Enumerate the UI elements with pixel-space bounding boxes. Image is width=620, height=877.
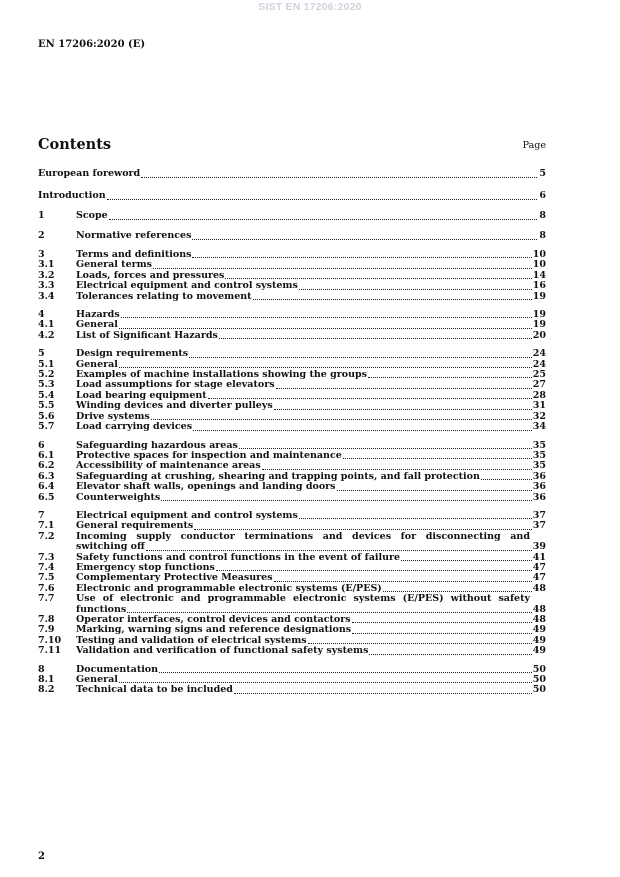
toc-entry-title: Incoming supply conductor terminations and devices for disconnecting and — [76, 530, 530, 542]
dot-leader — [274, 581, 532, 582]
toc-entry-page: 36 — [532, 470, 546, 482]
toc-entry-title: Safeguarding hazardous areas — [76, 439, 238, 451]
dot-leader — [216, 570, 532, 571]
toc-entry-number: 7.8 — [38, 614, 55, 625]
toc-entry-title: Introduction — [38, 190, 106, 201]
toc-entry[interactable] — [38, 210, 546, 222]
toc-entry-title: switching off — [76, 541, 145, 553]
page-number: 2 — [38, 851, 45, 862]
toc-entry-page: 27 — [532, 379, 546, 391]
dot-leader — [308, 643, 532, 644]
toc-entry-title: Examples of machine installations showing the groups — [76, 369, 368, 381]
toc-entry-title: Operator interfaces, control devices and contactors — [76, 614, 351, 625]
dot-leader — [225, 278, 531, 279]
dot-leader — [299, 289, 532, 290]
dot-leader — [192, 257, 531, 258]
toc-entry-title: Load bearing equipment — [76, 389, 207, 401]
toc-entry-number: 8 — [38, 663, 45, 675]
toc-entry-number: 6.1 — [38, 449, 55, 461]
dot-leader — [109, 219, 537, 220]
toc-entry-number: 5.4 — [38, 389, 55, 401]
toc-entry-page: 48 — [532, 603, 546, 615]
toc-entry-title: Drive systems — [76, 410, 150, 422]
toc-entry-number: 7.6 — [38, 582, 55, 594]
toc-entry-title: Elevator shaft walls, openings and landing doors — [76, 481, 336, 493]
table-of-contents — [38, 168, 546, 696]
toc-entry-title: General — [76, 319, 118, 331]
toc-entry[interactable] — [38, 168, 546, 180]
toc-entry-page: 37 — [532, 520, 546, 532]
toc-entry-number: 7.5 — [38, 572, 55, 584]
toc-entry-page: 24 — [532, 348, 546, 360]
toc-entry-number: 7 — [38, 509, 45, 521]
toc-entry-page: 16 — [532, 280, 546, 292]
dot-leader — [368, 377, 532, 378]
toc-entry-page: 35 — [532, 460, 546, 472]
toc-entry-page: 8 — [539, 230, 546, 241]
toc-entry-page: 24 — [532, 358, 546, 370]
dot-leader — [352, 633, 532, 634]
toc-entry-page: 50 — [532, 684, 546, 696]
watermark: SIST EN 17206:2020 — [258, 1, 362, 13]
contents-heading: Contents — [38, 136, 112, 153]
toc-entry-number: 3 — [38, 249, 45, 260]
toc-entry-title: List of Significant Hazards — [76, 329, 218, 341]
toc-entry-page: 32 — [532, 410, 546, 422]
toc-entry-title: Safeguarding at crushing, shearing and trapping points, and fall protection — [76, 470, 480, 482]
toc-entry-number: 6.5 — [38, 491, 55, 503]
toc-entry-number: 7.4 — [38, 561, 55, 573]
dot-leader — [127, 612, 531, 613]
toc-entry-page: 6 — [539, 190, 546, 201]
toc-entry-title: Design requirements — [76, 348, 189, 360]
dot-leader — [343, 458, 532, 459]
toc-entry-title: Electrical equipment and control systems — [76, 280, 298, 292]
dot-leader — [161, 500, 531, 501]
toc-entry-number: 7.2 — [38, 530, 55, 542]
dot-leader — [369, 654, 531, 655]
dot-leader — [219, 338, 532, 339]
toc-entry-title: Marking, warning signs and reference designations — [76, 624, 352, 636]
toc-entry-number: 5.3 — [38, 379, 55, 391]
toc-entry-page: 49 — [532, 634, 546, 646]
toc-entry[interactable] — [38, 422, 546, 432]
toc-entry-number: 4.2 — [38, 329, 55, 341]
toc-entry-title: General — [76, 358, 118, 370]
toc-entry-number: 1 — [38, 210, 45, 221]
toc-entry-number: 6.2 — [38, 460, 55, 472]
toc-entry-number: 3.3 — [38, 280, 55, 292]
dot-leader — [121, 317, 532, 318]
dot-leader — [107, 199, 537, 200]
dot-leader — [234, 693, 532, 694]
toc-entry-page: 39 — [532, 541, 546, 553]
toc-entry-title: Complementary Protective Measures — [76, 572, 273, 584]
toc-entry-page: 8 — [539, 210, 546, 221]
toc-entry-page: 50 — [532, 674, 546, 686]
toc-entry-page: 19 — [532, 290, 546, 302]
toc-entry-title: Testing and validation of electrical systems — [76, 634, 307, 646]
toc-entry-number: 3.1 — [38, 259, 55, 271]
toc-entry-title: General requirements — [76, 520, 194, 532]
dot-leader — [119, 682, 532, 683]
dot-leader — [146, 550, 532, 551]
dot-leader — [193, 430, 532, 431]
toc-entry-title: Load carrying devices — [76, 421, 193, 433]
toc-entry[interactable] — [38, 493, 546, 503]
toc-entry-number: 3.2 — [38, 269, 55, 281]
toc-entry-number: 6.3 — [38, 470, 55, 482]
toc-entry-title: Accessibility of maintenance areas — [76, 460, 261, 472]
toc-entry-number: 4 — [38, 309, 45, 321]
toc-entry-title: Documentation — [76, 663, 159, 675]
toc-entry-title: Technical data to be included — [76, 684, 233, 696]
dot-leader — [194, 529, 532, 530]
dot-leader — [253, 299, 532, 300]
document-id: EN 17206:2020 (E) — [38, 39, 146, 50]
toc-entry-number: 7.10 — [38, 634, 62, 646]
toc-entry-title: Use of electronic and programmable electronic systems (E/PES) without safety — [76, 593, 530, 605]
toc-entry-number: 5.1 — [38, 358, 55, 370]
dot-leader — [208, 398, 532, 399]
toc-entry-page: 49 — [532, 624, 546, 636]
toc-entry-page: 31 — [532, 400, 546, 412]
toc-entry-title: Safety functions and control functions in the event of failure — [76, 551, 401, 563]
dot-leader — [337, 490, 532, 491]
toc-entry-page: 36 — [532, 481, 546, 493]
toc-entry-page: 5 — [539, 168, 546, 179]
toc-entry-page: 50 — [532, 663, 546, 675]
dot-leader — [119, 328, 532, 329]
toc-entry[interactable] — [38, 190, 546, 202]
toc-entry-page: 20 — [532, 329, 546, 341]
toc-entry-title: Normative references — [76, 230, 192, 241]
toc-entry-page: 19 — [532, 319, 546, 331]
toc-entry-number: 4.1 — [38, 319, 55, 331]
dot-leader — [141, 177, 537, 178]
toc-entry-number: 3.4 — [38, 290, 55, 302]
toc-entry-number: 7.9 — [38, 624, 55, 636]
toc-entry[interactable] — [38, 230, 546, 242]
dot-leader — [383, 591, 532, 592]
toc-entry-title: Protective spaces for inspection and maintenance — [76, 449, 342, 461]
dot-leader — [481, 479, 532, 480]
toc-entry-page: 47 — [532, 561, 546, 573]
dot-leader — [153, 268, 532, 269]
toc-entry-title: Electrical equipment and control systems — [76, 509, 298, 521]
toc-entry-title: Terms and definitions — [76, 249, 192, 260]
toc-entry-title: Hazards — [76, 309, 120, 321]
page-column-label: Page — [522, 140, 546, 151]
toc-entry-number: 5.6 — [38, 410, 55, 422]
dot-leader — [192, 239, 537, 240]
dot-leader — [151, 419, 532, 420]
toc-entry-page: 10 — [532, 249, 546, 260]
toc-entry-title: Loads, forces and pressures — [76, 269, 225, 281]
toc-entry-page: 49 — [532, 645, 546, 657]
dot-leader — [189, 357, 532, 358]
toc-entry-title: Tolerances relating to movement — [76, 290, 252, 302]
toc-entry-page: 36 — [532, 491, 546, 503]
toc-entry-title: Counterweights — [76, 491, 161, 503]
toc-entry-continuation[interactable] — [38, 542, 546, 552]
dot-leader — [119, 367, 532, 368]
toc-entry-title: Winding devices and diverter pulleys — [76, 400, 273, 412]
toc-entry-number: 7.3 — [38, 551, 55, 563]
toc-entry-title: Scope — [76, 210, 108, 221]
toc-entry-number: 5.7 — [38, 421, 55, 433]
toc-entry-title: General terms — [76, 259, 153, 271]
toc-entry-page: 48 — [532, 582, 546, 594]
toc-entry[interactable] — [38, 482, 546, 492]
toc-entry-page: 35 — [532, 449, 546, 461]
toc-entry-page: 41 — [532, 551, 546, 563]
toc-entry-title: European foreword — [38, 168, 141, 179]
toc-entry-title: Electronic and programmable electronic systems (E/PES) — [76, 582, 382, 594]
toc-entry-number: 5.2 — [38, 369, 55, 381]
toc-entry-number: 7.11 — [38, 645, 62, 657]
dot-leader — [239, 448, 532, 449]
toc-entry-number: 8.1 — [38, 674, 55, 686]
toc-entry-page: 34 — [532, 421, 546, 433]
toc-entry-page: 10 — [532, 259, 546, 271]
dot-leader — [401, 560, 532, 561]
toc-entry-page: 47 — [532, 572, 546, 584]
toc-entry-title: Load assumptions for stage elevators — [76, 379, 275, 391]
toc-entry-page: 35 — [532, 439, 546, 451]
dot-leader — [299, 518, 532, 519]
dot-leader — [262, 469, 532, 470]
toc-entry[interactable] — [38, 331, 546, 341]
toc-entry-page: 37 — [532, 509, 546, 521]
toc-entry-number: 5.5 — [38, 400, 55, 412]
toc-entry-page: 25 — [532, 369, 546, 381]
toc-entry-page: 28 — [532, 389, 546, 401]
toc-entry-page: 19 — [532, 309, 546, 321]
toc-entry-number: 6 — [38, 439, 45, 451]
toc-entry-title: Validation and verification of functional safety systems — [76, 645, 369, 657]
toc-entry[interactable] — [38, 646, 546, 656]
toc-entry-page: 48 — [532, 614, 546, 625]
dot-leader — [276, 388, 532, 389]
toc-entry-title: Emergency stop functions — [76, 561, 215, 573]
dot-leader — [159, 672, 532, 673]
toc-entry-number: 6.4 — [38, 481, 55, 493]
toc-entry-number: 2 — [38, 230, 45, 241]
toc-entry-number: 7.7 — [38, 593, 55, 605]
toc-entry-page: 14 — [532, 269, 546, 281]
toc-entry-title: functions — [76, 603, 127, 615]
toc-entry[interactable] — [38, 292, 546, 302]
dot-leader — [352, 622, 532, 623]
toc-entry-number: 8.2 — [38, 684, 55, 696]
toc-entry-number: 7.1 — [38, 520, 55, 532]
toc-entry-title: General — [76, 674, 118, 686]
toc-entry[interactable] — [38, 685, 546, 695]
dot-leader — [274, 409, 532, 410]
toc-entry-number: 5 — [38, 348, 45, 360]
